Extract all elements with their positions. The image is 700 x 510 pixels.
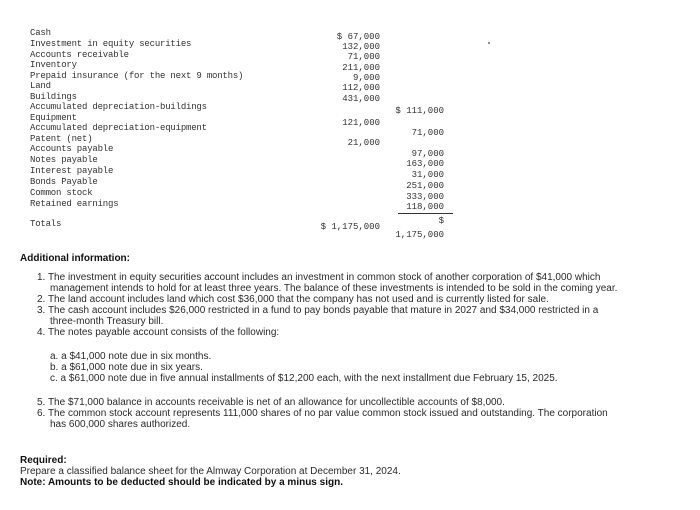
total-rule [398,213,453,214]
credit-amount: 97,000 [411,149,444,159]
info-item: three-month Treasury bill. [50,316,164,327]
account-name: Cash [30,28,51,38]
debit-amount: 71,000 [347,52,380,62]
account-name: Prepaid insurance (for the next 9 months) [30,71,244,81]
debit-amount: $ 67,000 [336,32,380,42]
info-item: 1. The investment in equity securities account includes an investment in common stock of another corporation of $41,000 which [37,272,601,283]
trial-balance [26,22,456,250]
debit-amount: 132,000 [342,42,380,52]
account-name: Bonds Payable [30,177,98,187]
debit-amount: 21,000 [347,138,380,148]
account-name: Accumulated depreciation-buildings [30,102,207,112]
totals-credit-symbol: $ [438,216,444,226]
credit-amount: 71,000 [411,128,444,138]
info-item: 6. The common stock account represents 111,000 shares of no par value common stock issued and outstanding. The corporation [37,408,608,419]
note-item: a. a $41,000 note due in six months. [50,351,212,362]
totals-credit: 1,175,000 [395,230,444,240]
stray-dot [488,42,490,44]
info-item: 4. The notes payable account consists of the following: [37,327,280,338]
account-name: Accumulated depreciation-equipment [30,123,207,133]
totals-debit: $ 1,175,000 [320,222,380,232]
credit-amount: 31,000 [411,170,444,180]
account-name: Patent (net) [30,134,93,144]
info-item: 3. The cash account includes $26,000 restricted in a fund to pay bonds payable that mature in 2027 and $34,000 restricted in a [37,305,599,316]
account-name: Land [30,81,51,91]
account-name: Accounts receivable [30,50,129,60]
account-name: Equipment [30,113,77,123]
required-text: Prepare a classified balance sheet for the Almway Corporation at December 31, 2024. [20,466,401,477]
info-item: 5. The $71,000 balance in accounts receivable is net of an allowance for uncollectible accounts of $8,000. [37,397,505,408]
account-name: Accounts payable [30,144,114,154]
totals-label: Totals [30,219,62,229]
account-name: Buildings [30,92,77,102]
required-heading: Required: [20,455,67,466]
account-name: Retained earnings [30,199,119,209]
info-item: has 600,000 shares authorized. [50,419,191,430]
account-name: Investment in equity securities [30,39,192,49]
additional-heading: Additional information: [20,253,130,264]
credit-amount: 163,000 [406,159,444,169]
debit-amount: 431,000 [342,94,380,104]
account-name: Interest payable [30,166,114,176]
account-name: Common stock [30,188,93,198]
account-name: Notes payable [30,155,98,165]
note-item: c. a $61,000 note due in five annual installments of $12,200 each, with the next installment due February 15, 2025. [50,373,558,384]
debit-amount: 112,000 [342,83,380,93]
credit-amount: 118,000 [406,202,444,212]
required-note: Note: Amounts to be deducted should be indicated by a minus sign. [20,477,343,488]
debit-amount: 121,000 [342,118,380,128]
info-item: management intends to hold for at least three years. The balance of these investments is intended to be sold in the coming year. [50,283,618,294]
debit-amount: 211,000 [342,63,380,73]
info-item: 2. The land account includes land which cost $36,000 that the company has not used and is currently listed for sale. [37,294,549,305]
credit-amount: 333,000 [406,192,444,202]
note-item: b. a $61,000 note due in six years. [50,362,203,373]
debit-amount: 9,000 [352,73,380,83]
credit-amount: $ 111,000 [395,106,444,116]
credit-amount: 251,000 [406,181,444,191]
account-name: Inventory [30,60,77,70]
